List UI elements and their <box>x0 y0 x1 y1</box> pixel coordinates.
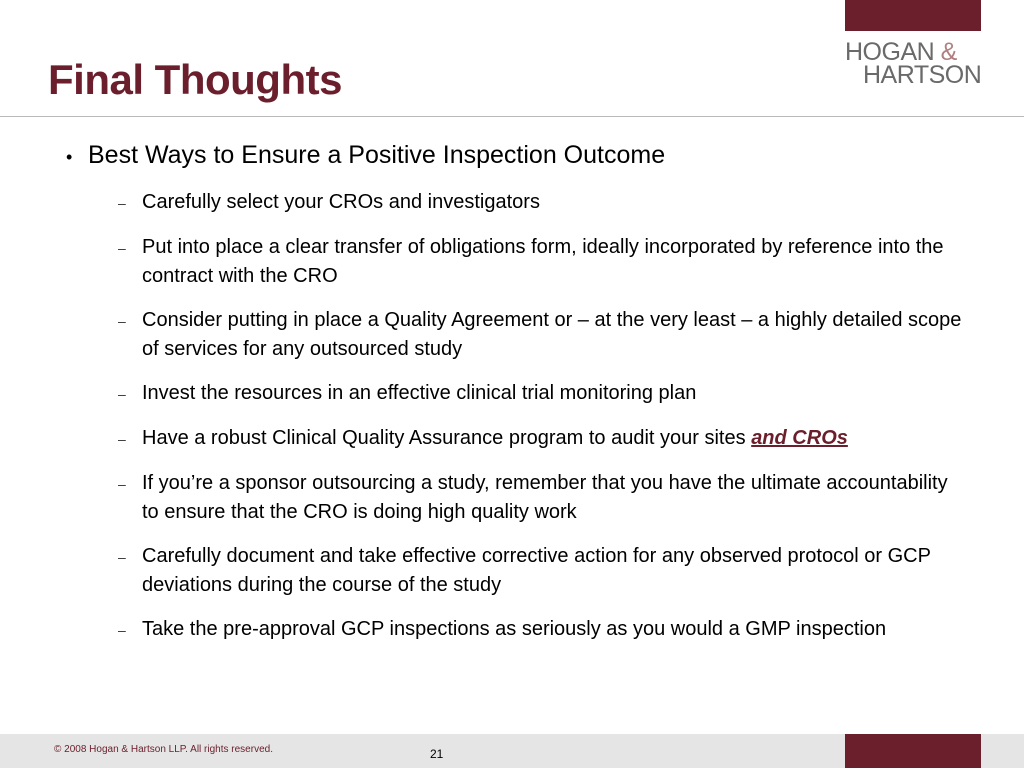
sub-bullet-text: If you’re a sponsor outsourcing a study, remember that you have the ultimate accountability to ensure that the CRO is doing high quality work <box>142 472 948 523</box>
sub-bullet-item <box>118 188 966 218</box>
slide-title: Final Thoughts <box>48 56 342 103</box>
sub-bullet-item <box>118 306 966 364</box>
dash-marker: – <box>118 476 126 492</box>
sub-bullet-text-main: Have a robust Clinical Quality Assurance program to audit your sites <box>142 427 746 449</box>
sub-bullet-text <box>142 424 966 453</box>
main-bullet-text: Best Ways to Ensure a Positive Inspection Outcome <box>88 141 666 169</box>
dash-marker: – <box>118 622 126 638</box>
sub-bullet-item <box>118 233 966 291</box>
sub-bullet-text: Take the pre-approval GCP inspections as seriously as you would a GMP inspection <box>142 618 887 640</box>
top-brand-bar <box>845 0 981 31</box>
emphasis-and-cros: and CROs <box>751 427 848 449</box>
dash-marker: – <box>118 386 126 402</box>
dash-marker: – <box>118 240 126 256</box>
page-number: 21 <box>430 747 444 761</box>
title-divider <box>0 116 1024 117</box>
sub-bullet-text: Invest the resources in an effective clinical trial monitoring plan <box>142 382 697 404</box>
dash-marker: – <box>118 549 126 565</box>
sub-bullet-text: Carefully document and take effective corrective action for any observed protocol or GCP deviations during the course of the study <box>142 545 931 596</box>
sub-bullet-item <box>118 615 966 645</box>
logo-word-hogan: HOGAN <box>845 38 935 66</box>
slide-content <box>66 140 966 660</box>
sub-bullet-text: Carefully select your CROs and investigators <box>142 191 540 213</box>
sub-bullet-item <box>118 424 966 454</box>
logo-word-hartson: HARTSON <box>863 61 982 89</box>
sub-bullet-list <box>66 188 966 645</box>
main-bullet <box>66 140 966 172</box>
dash-marker: – <box>118 313 126 329</box>
sub-bullet-text: Consider putting in place a Quality Agreement or – at the very least – a highly detailed scope of services for any outsourced study <box>142 309 962 360</box>
bullet-dot: • <box>66 147 73 167</box>
sub-bullet-text: Put into place a clear transfer of obligations form, ideally incorporated by reference into the contract with the CRO <box>142 236 944 287</box>
hogan-hartson-logo <box>845 38 995 89</box>
dash-marker: – <box>118 195 126 211</box>
sub-bullet-item <box>118 469 966 527</box>
dash-marker: – <box>118 431 126 447</box>
sub-bullet-item <box>118 379 966 409</box>
copyright-notice: © 2008 Hogan & Hartson LLP. All rights reserved. <box>54 744 273 755</box>
logo-ampersand: & <box>940 38 957 66</box>
sub-bullet-item <box>118 542 966 600</box>
footer-brand-block <box>845 734 981 768</box>
